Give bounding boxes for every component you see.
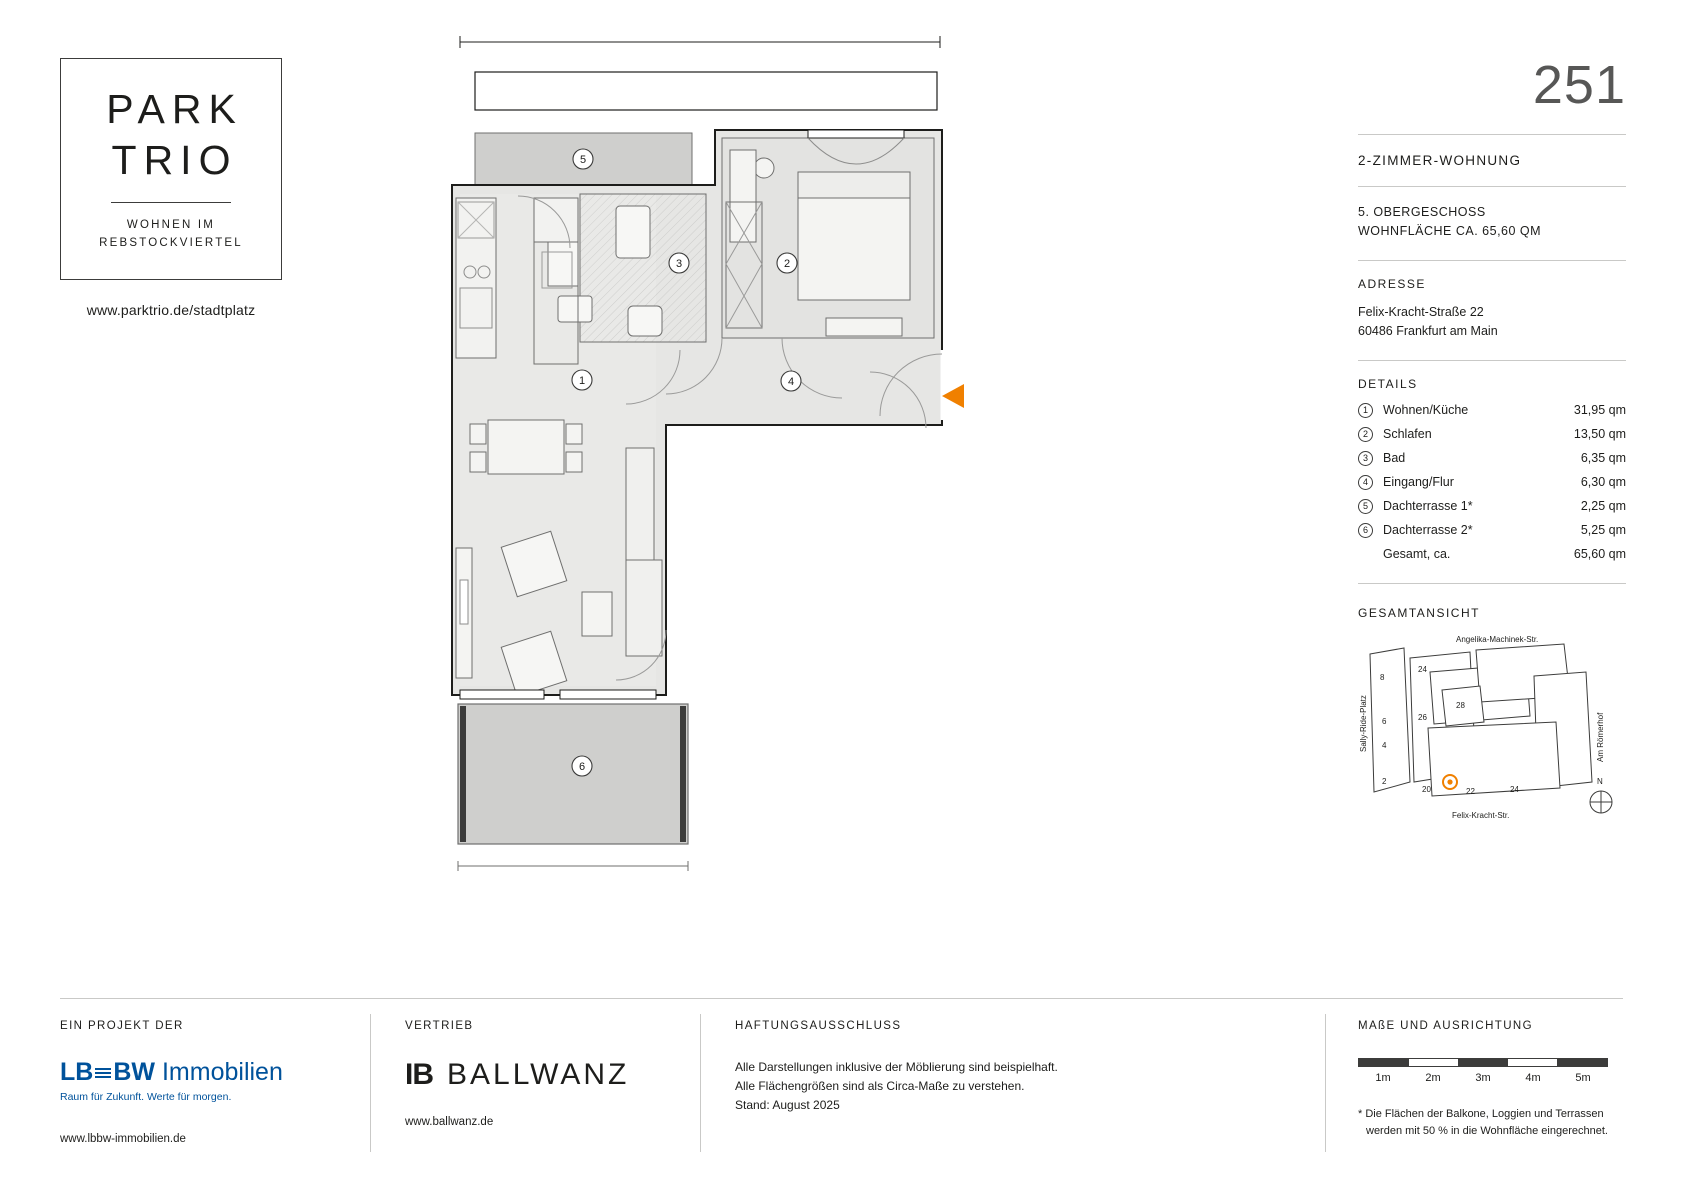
- disclaimer-line-1: Alle Darstellungen inklusive der Möblierung sind beispielhaft.: [735, 1060, 1058, 1074]
- details-title: DETAILS: [1358, 376, 1418, 391]
- logo-line-park: PARK: [106, 86, 243, 133]
- svg-text:Angelika-Machinek-Str.: Angelika-Machinek-Str.: [1456, 634, 1539, 644]
- room-area: 2,25 qm: [1580, 499, 1626, 513]
- room-area: 5,25 qm: [1580, 523, 1626, 537]
- room-name: Bad: [1383, 451, 1406, 465]
- ballwanz-url[interactable]: www.ballwanz.de: [405, 1116, 494, 1128]
- footer-sales: [405, 1020, 655, 1128]
- details-list: [1358, 403, 1626, 561]
- logo-subtitle-2: REBSTOCKVIERTEL: [99, 236, 243, 249]
- brand-block: [60, 58, 300, 318]
- lbbw-logo-second: Immobilien: [161, 1058, 283, 1086]
- room-name: Wohnen/Küche: [1383, 403, 1469, 417]
- divider: [1358, 260, 1626, 261]
- logo-subtitle-1: WOHNEN IM: [126, 219, 216, 232]
- unit-floor: 5. OBERGESCHOSS: [1358, 205, 1486, 219]
- ballwanz-name: BALLWANZ: [447, 1058, 630, 1091]
- detail-row: [1358, 427, 1626, 442]
- svg-text:4: 4: [1382, 740, 1387, 750]
- room-badge: 1: [1358, 403, 1373, 418]
- room-area: 6,35 qm: [1580, 451, 1626, 465]
- room-name: Schlafen: [1383, 427, 1432, 441]
- footnote-line-1: * Die Flächen der Balkone, Loggien und Terrassen: [1358, 1108, 1604, 1120]
- room-name: Dachterrasse 1*: [1383, 499, 1473, 513]
- svg-text:26: 26: [1418, 712, 1427, 722]
- room-area: 13,50 qm: [1573, 427, 1626, 441]
- footer-separator: [700, 1014, 701, 1152]
- room-marker-1: [572, 370, 592, 390]
- room-name: Dachterrasse 2*: [1383, 523, 1473, 537]
- svg-text:2: 2: [1382, 776, 1387, 786]
- room-badge: 4: [1358, 475, 1373, 490]
- room-marker-3: [669, 253, 689, 273]
- svg-text:6: 6: [578, 760, 586, 773]
- footer-developer-title: EIN PROJEKT DER: [60, 1020, 184, 1032]
- room-badge: 2: [1358, 427, 1373, 442]
- lbbw-logo: [60, 1058, 340, 1087]
- divider: [1358, 134, 1626, 135]
- site-map: [1358, 632, 1626, 832]
- footer-scale: [1358, 1020, 1638, 1140]
- address-city: 60486 Frankfurt am Main: [1358, 324, 1498, 339]
- overview-map-section: [1358, 606, 1626, 832]
- room-marker-6: [572, 756, 592, 776]
- ballwanz-logo: [405, 1058, 655, 1092]
- footer-disclaimer: [735, 1020, 1295, 1116]
- disclaimer-line-2: Alle Flächengrößen sind als Circa-Maße zu verstehen.: [735, 1079, 1025, 1094]
- footer-developer: [60, 1020, 340, 1145]
- svg-text:Felix-Kracht-Str.: Felix-Kracht-Str.: [1452, 810, 1510, 820]
- detail-row: [1358, 451, 1626, 466]
- svg-text:22: 22: [1466, 786, 1475, 796]
- detail-row: [1358, 475, 1626, 490]
- lbbw-claim: Raum für Zukunft. Werte für morgen.: [60, 1091, 232, 1103]
- svg-text:5: 5: [579, 153, 587, 166]
- room-area: 31,95 qm: [1573, 403, 1626, 417]
- lbbw-logo-main2: BW: [113, 1058, 155, 1086]
- floor-plan: [430, 20, 1050, 900]
- total-value: 65,60 qm: [1573, 546, 1626, 561]
- divider: [1358, 360, 1626, 361]
- svg-text:24: 24: [1418, 664, 1427, 674]
- scale-label: 1m: [1375, 1072, 1391, 1084]
- svg-text:N: N: [1597, 776, 1603, 786]
- address-title: ADRESSE: [1358, 276, 1426, 291]
- scale-title: MAßE UND AUSRICHTUNG: [1358, 1020, 1533, 1032]
- unit-info-panel: [1358, 55, 1626, 832]
- lbbw-logo-main: LB: [60, 1058, 94, 1086]
- divider: [1358, 186, 1626, 187]
- divider: [1358, 583, 1626, 584]
- svg-text:8: 8: [1380, 672, 1385, 682]
- scale-bar-group: [1358, 1058, 1638, 1084]
- footnote-line-2: werden mit 50 % in die Wohnfläche eingerechnet.: [1366, 1125, 1608, 1138]
- room-marker-2: [777, 253, 797, 273]
- svg-text:2: 2: [783, 257, 791, 270]
- parktrio-logo: [60, 58, 282, 280]
- svg-text:6: 6: [1382, 716, 1387, 726]
- disclaimer-title: HAFTUNGSAUSSCHLUSS: [735, 1020, 902, 1032]
- detail-row-total: [1358, 547, 1626, 561]
- scale-bar: [1358, 1058, 1608, 1067]
- room-badge: 3: [1358, 451, 1373, 466]
- svg-text:24: 24: [1510, 784, 1519, 794]
- overview-title: GESAMTANSICHT: [1358, 605, 1480, 620]
- scale-label: 3m: [1475, 1072, 1491, 1084]
- svg-text:Am Römerhof: Am Römerhof: [1596, 712, 1605, 762]
- entry-arrow: [942, 384, 964, 408]
- logo-line-trio: TRIO: [111, 137, 238, 184]
- scale-label: 2m: [1425, 1072, 1441, 1084]
- detail-row: [1358, 499, 1626, 514]
- unit-number: 251: [1532, 55, 1626, 115]
- disclaimer-line-3: Stand: August 2025: [735, 1098, 840, 1113]
- svg-text:3: 3: [675, 257, 683, 270]
- scale-label: 5m: [1575, 1072, 1591, 1084]
- room-name: Eingang/Flur: [1383, 475, 1454, 489]
- footer-separator: [1325, 1014, 1326, 1152]
- lbbw-url[interactable]: www.lbbw-immobilien.de: [60, 1133, 186, 1145]
- room-badge: 6: [1358, 523, 1373, 538]
- svg-text:4: 4: [787, 375, 795, 388]
- room-badge: 5: [1358, 499, 1373, 514]
- room-area: 6,30 qm: [1580, 475, 1626, 489]
- total-label: Gesamt, ca.: [1383, 546, 1451, 561]
- logo-divider: [111, 202, 231, 203]
- svg-text:Sally-Ride-Platz: Sally-Ride-Platz: [1359, 694, 1368, 752]
- ballwanz-mark: IB: [405, 1058, 433, 1091]
- footer-sales-title: VERTRIEB: [405, 1020, 474, 1032]
- room-marker-4: [781, 371, 801, 391]
- room-marker-5: [573, 149, 593, 169]
- svg-text:20: 20: [1422, 784, 1431, 794]
- unit-type: 2-ZIMMER-WOHNUNG: [1358, 153, 1522, 168]
- project-url[interactable]: www.parktrio.de/stadtplatz: [86, 302, 256, 318]
- unit-area: WOHNFLÄCHE CA. 65,60 QM: [1358, 224, 1542, 239]
- detail-row: [1358, 523, 1626, 538]
- svg-text:1: 1: [578, 374, 586, 387]
- address-street: Felix-Kracht-Straße 22: [1358, 304, 1484, 319]
- scale-label: 4m: [1525, 1072, 1541, 1084]
- scale-labels: [1358, 1072, 1608, 1084]
- svg-text:28: 28: [1456, 700, 1465, 710]
- footer-separator: [370, 1014, 371, 1152]
- detail-row: [1358, 403, 1626, 418]
- footer-divider: [60, 998, 1623, 999]
